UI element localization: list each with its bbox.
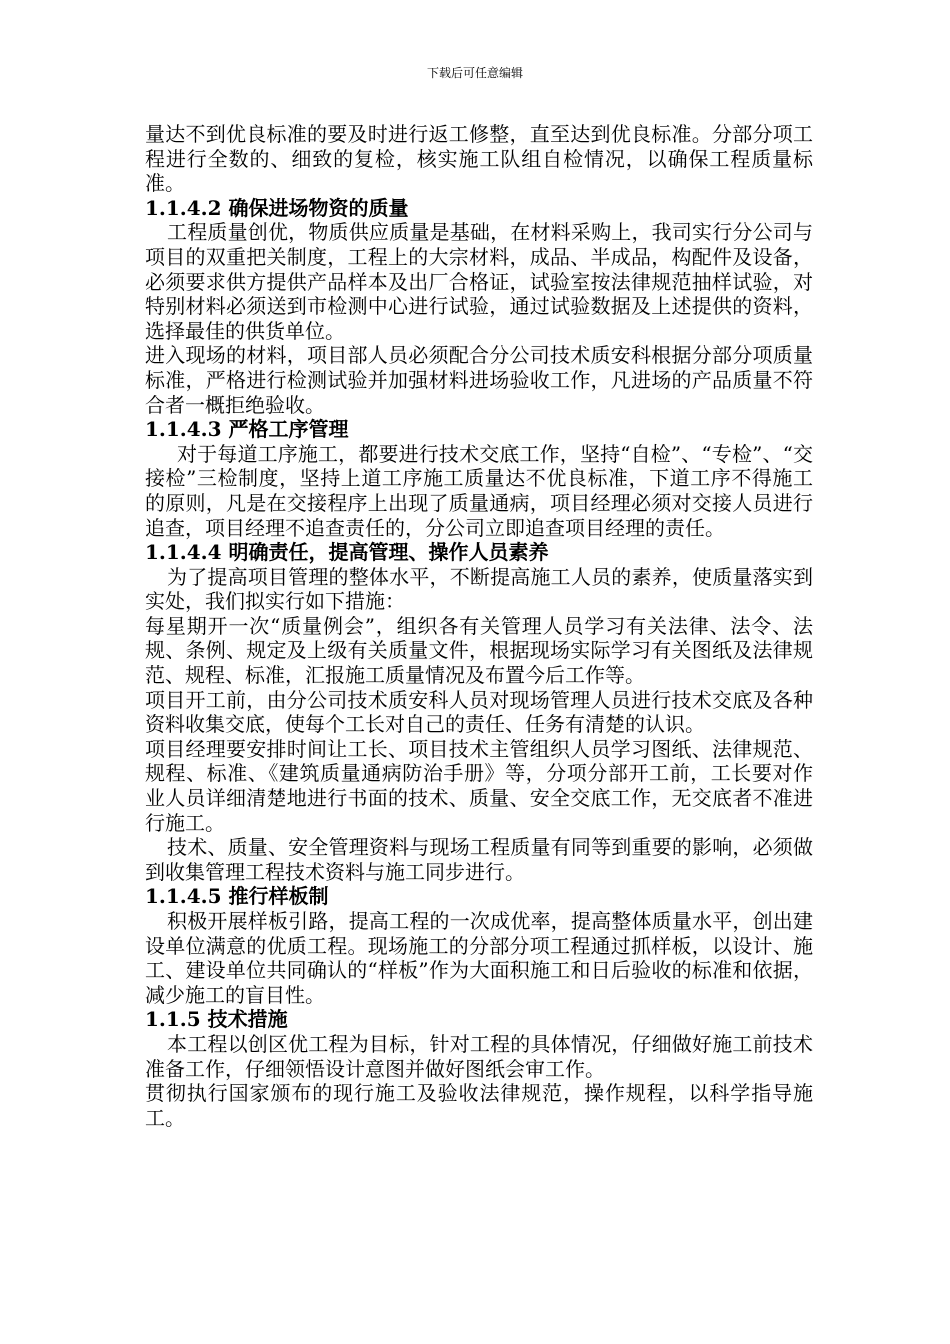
section-heading: 1.1.4.2 确保进场物资的质量 — [145, 195, 409, 220]
document-body — [145, 122, 813, 1130]
section-heading: 1.1.4.4 明确责任，提高管理、操作人员素养 — [145, 540, 549, 565]
section-heading: 1.1.4.3 严格工序管理 — [145, 417, 349, 442]
paragraph: 为了提高项目管理的整体水平，不断提高施工人员的素养，使质量落实到实处，我们拟实行如下措施： — [145, 564, 813, 614]
paragraph: 项目经理要安排时间让工长、项目技术主管组织人员学习图纸、法律规范、规程、标准、《建筑质量通病防治手册》等，分项分部开工前，工长要对作业人员详细清楚地进行书面的技术、质量、安全交底工作，无交底者不准进行施工。 — [145, 736, 813, 835]
section-heading: 1.1.5 技术措施 — [145, 1007, 288, 1032]
paragraph: 量达不到优良标准的要及时进行返工修整，直至达到优良标准。分部分项工程进行全数的、细致的复检，核实施工队组自检情况，以确保工程质量标准。 — [145, 122, 813, 196]
paragraph: 工程质量创优，物质供应质量是基础，在材料采购上，我司实行分公司与项目的双重把关制度，工程上的大宗材料，成品、半成品，构配件及设备，必须要求供方提供产品样本及出厂合格证，试验室按法律规范抽样试验，对特别材料必须送到市检测中心进行试验，通过试验数据及上述提供的资料，选择最佳的供货单位。 — [145, 220, 813, 343]
paragraph: 对于每道工序施工，都要进行技术交底工作，坚持“自检”、“专检”、“交接检”三检制度，坚持上道工序施工质量达不优良标准，下道工序不得施工的原则，凡是在交接程序上出现了质量通病，项目经理必须对交接人员进行追查，项目经理不追查责任的，分公司立即追查项目经理的责任。 — [145, 441, 813, 540]
page-header: 下载后可任意编辑 — [426, 66, 523, 80]
paragraph: 本工程以创区优工程为目标，针对工程的具体情况，仔细做好施工前技术准备工作，仔细领悟设计意图并做好图纸会审工作。 — [145, 1031, 813, 1081]
paragraph: 进入现场的材料，项目部人员必须配合分公司技术质安科根据分部分项质量标准，严格进行检测试验并加强材料进场验收工作，凡进场的产品质量不符合者一概拒绝验收。 — [145, 343, 813, 417]
paragraph: 每星期开一次“质量例会”，组织各有关管理人员学习有关法律、法令、法规、条例、规定及上级有关质量文件，根据现场实际学习有关图纸及法律规范、规程、标准，汇报施工质量情况及布置今后工作等。 — [145, 613, 813, 688]
paragraph: 贯彻执行国家颁布的现行施工及验收法律规范，操作规程，以科学指导施工。 — [145, 1081, 813, 1130]
paragraph: 积极开展样板引路，提高工程的一次成优率，提高整体质量水平，创出建设单位满意的优质工程。现场施工的分部分项工程通过抓样板，以设计、施工、建设单位共同确认的“样板”作为大面积施工和日后验收的标准和依据，减少施工的盲目性。 — [145, 909, 813, 1007]
section-heading: 1.1.4.5 推行样板制 — [145, 884, 329, 909]
paragraph: 技术、质量、安全管理资料与现场工程质量有同等到重要的影响，必须做到收集管理工程技术资料与施工同步进行。 — [145, 835, 813, 884]
paragraph: 项目开工前，由分公司技术质安科人员对现场管理人员进行技术交底及各种资料收集交底，使每个工长对自己的责任、任务有清楚的认识。 — [145, 687, 813, 737]
